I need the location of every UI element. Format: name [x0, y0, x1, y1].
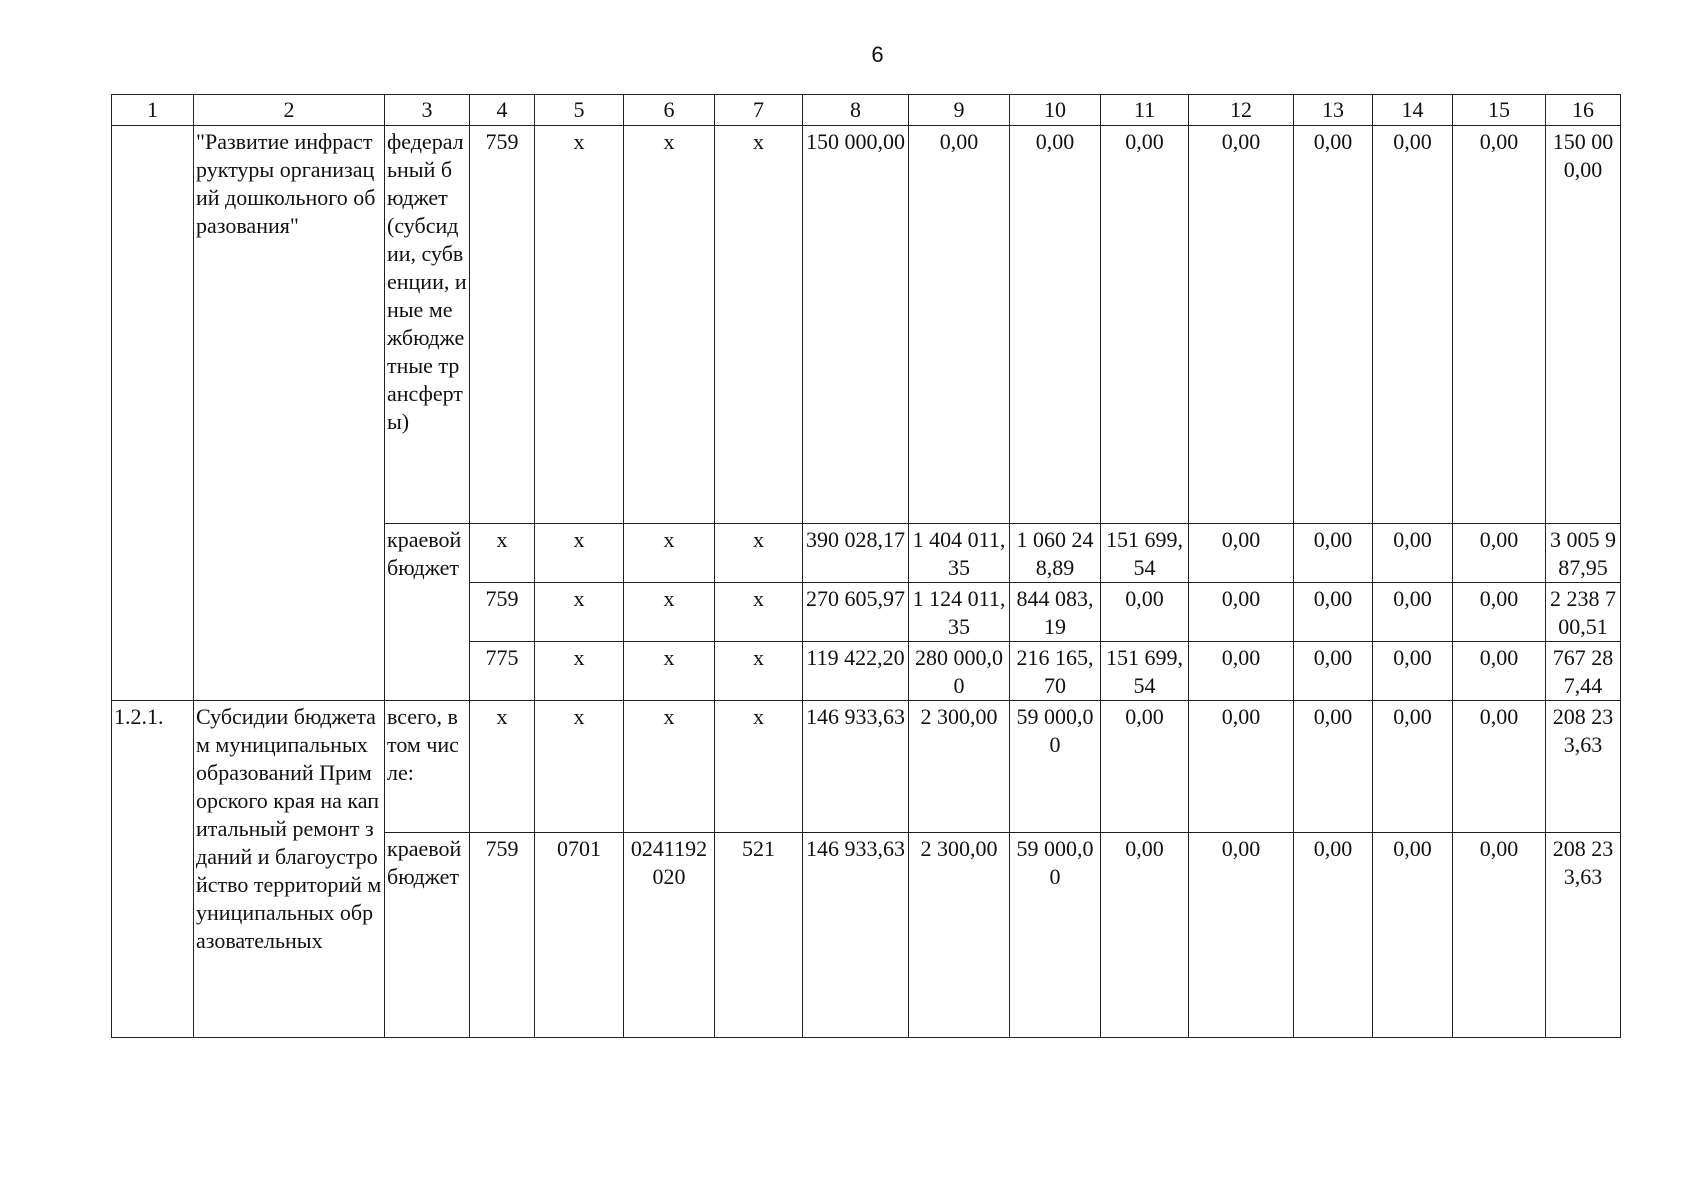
col-header: 4: [470, 95, 535, 126]
value-cell: x: [715, 701, 803, 833]
col-header: 9: [909, 95, 1010, 126]
funding-source-cell: федеральный бюджет (субсидии, субвенции, иные межбюджетные трансферты): [385, 126, 470, 524]
value-cell: 151 699,54: [1101, 524, 1189, 583]
value-cell: 759: [470, 126, 535, 524]
value-cell: 0,00: [1189, 126, 1294, 524]
value-cell: x: [624, 642, 715, 701]
value-cell: x: [535, 583, 624, 642]
page-number: 6: [871, 42, 884, 67]
value-cell: 0,00: [1373, 701, 1453, 833]
value-cell: x: [715, 642, 803, 701]
value-cell: 150 000,00: [1546, 126, 1621, 524]
value-cell: 59 000,00: [1010, 833, 1101, 1038]
value-cell: 0,00: [1294, 642, 1373, 701]
value-cell: x: [715, 524, 803, 583]
col-header: 5: [535, 95, 624, 126]
table-row: [112, 126, 1621, 524]
value-cell: 3 005 987,95: [1546, 524, 1621, 583]
item-number-cell: [112, 126, 194, 701]
value-cell: x: [470, 524, 535, 583]
value-cell: 0,00: [1453, 126, 1546, 524]
value-cell: 0,00: [1101, 126, 1189, 524]
value-cell: 280 000,00: [909, 642, 1010, 701]
value-cell: x: [535, 126, 624, 524]
value-cell: x: [624, 126, 715, 524]
col-header: 7: [715, 95, 803, 126]
value-cell: 151 699,54: [1101, 642, 1189, 701]
value-cell: 0,00: [1189, 524, 1294, 583]
value-cell: 0,00: [1101, 583, 1189, 642]
table-row: [112, 701, 1621, 833]
value-cell: 2 238 700,51: [1546, 583, 1621, 642]
value-cell: 119 422,20: [803, 642, 909, 701]
col-header: 10: [1010, 95, 1101, 126]
value-cell: 759: [470, 833, 535, 1038]
header-row: [112, 95, 1621, 126]
col-header: 8: [803, 95, 909, 126]
value-cell: 775: [470, 642, 535, 701]
value-cell: 1 404 011,35: [909, 524, 1010, 583]
col-header: 14: [1373, 95, 1453, 126]
value-cell: 0,00: [1373, 833, 1453, 1038]
value-cell: 521: [715, 833, 803, 1038]
col-header: 11: [1101, 95, 1189, 126]
value-cell: 0,00: [1101, 833, 1189, 1038]
value-cell: 0,00: [1294, 701, 1373, 833]
value-cell: 0,00: [1373, 642, 1453, 701]
col-header: 16: [1546, 95, 1621, 126]
value-cell: x: [535, 642, 624, 701]
budget-table: [111, 94, 1621, 1038]
value-cell: 59 000,00: [1010, 701, 1101, 833]
col-header: 13: [1294, 95, 1373, 126]
value-cell: x: [715, 126, 803, 524]
value-cell: 844 083,19: [1010, 583, 1101, 642]
col-header: 6: [624, 95, 715, 126]
value-cell: 0,00: [1373, 524, 1453, 583]
value-cell: x: [624, 701, 715, 833]
value-cell: 0,00: [1294, 833, 1373, 1038]
value-cell: 0,00: [1294, 583, 1373, 642]
value-cell: x: [535, 701, 624, 833]
value-cell: 767 287,44: [1546, 642, 1621, 701]
col-header: 1: [112, 95, 194, 126]
value-cell: 146 933,63: [803, 833, 909, 1038]
value-cell: 0,00: [1453, 524, 1546, 583]
value-cell: 0,00: [1189, 833, 1294, 1038]
value-cell: 0,00: [1189, 583, 1294, 642]
col-header: 15: [1453, 95, 1546, 126]
funding-source-cell: всего, в том числе:: [385, 701, 470, 833]
value-cell: x: [624, 524, 715, 583]
item-number-cell: 1.2.1.: [112, 701, 194, 1038]
value-cell: 2 300,00: [909, 701, 1010, 833]
value-cell: 1 060 248,89: [1010, 524, 1101, 583]
value-cell: x: [624, 583, 715, 642]
value-cell: 0,00: [1373, 126, 1453, 524]
value-cell: x: [715, 583, 803, 642]
value-cell: 0,00: [1010, 126, 1101, 524]
value-cell: x: [535, 524, 624, 583]
value-cell: 0,00: [1294, 524, 1373, 583]
value-cell: 0,00: [1453, 833, 1546, 1038]
col-header: 12: [1189, 95, 1294, 126]
value-cell: 759: [470, 583, 535, 642]
value-cell: 0,00: [1373, 583, 1453, 642]
value-cell: 208 233,63: [1546, 833, 1621, 1038]
value-cell: 0,00: [1189, 701, 1294, 833]
value-cell: 146 933,63: [803, 701, 909, 833]
col-header: 3: [385, 95, 470, 126]
funding-source-cell: краевой бюджет: [385, 833, 470, 1038]
value-cell: 270 605,97: [803, 583, 909, 642]
value-cell: 390 028,17: [803, 524, 909, 583]
value-cell: 0701: [535, 833, 624, 1038]
item-name-cell: "Развитие инфраструктуры организаций дошкольного образования": [194, 126, 385, 701]
value-cell: 0,00: [909, 126, 1010, 524]
value-cell: x: [470, 701, 535, 833]
value-cell: 0,00: [1294, 126, 1373, 524]
value-cell: 2 300,00: [909, 833, 1010, 1038]
value-cell: 0,00: [1453, 701, 1546, 833]
value-cell: 150 000,00: [803, 126, 909, 524]
value-cell: 0,00: [1189, 642, 1294, 701]
value-cell: 1 124 011,35: [909, 583, 1010, 642]
col-header: 2: [194, 95, 385, 126]
value-cell: 216 165,70: [1010, 642, 1101, 701]
value-cell: 0,00: [1453, 642, 1546, 701]
value-cell: 0241192020: [624, 833, 715, 1038]
value-cell: 208 233,63: [1546, 701, 1621, 833]
value-cell: 0,00: [1101, 701, 1189, 833]
value-cell: 0,00: [1453, 583, 1546, 642]
funding-source-cell: краевой бюджет: [385, 524, 470, 701]
item-name-cell: Субсидии бюджетам муниципальных образований Приморского края на капитальный ремонт зданий и благоустройство территорий муниципальных образовательных: [194, 701, 385, 1038]
